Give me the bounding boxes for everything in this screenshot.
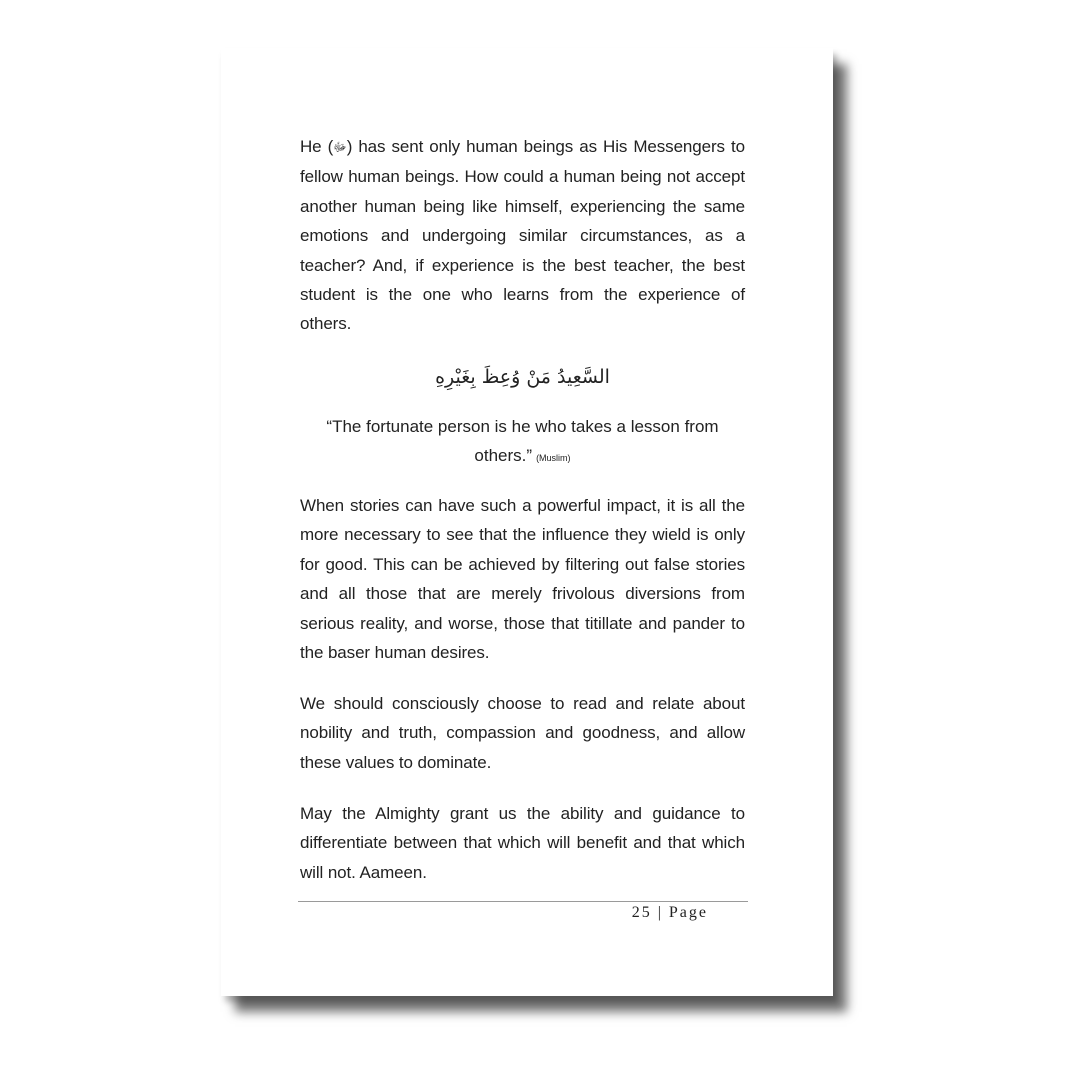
page-label: Page [668,904,708,921]
translation-text: “The fortunate person is he who takes a lesson from others.” [326,417,719,465]
translation-source: (Muslim) [536,453,571,463]
paragraph-4: May the Almighty grant us the ability and guidance to differentiate between that which will benefit and that which will not. Aameen. [300,804,745,882]
honorific-glyph: ﷻ [333,140,347,154]
paragraph-3: We should consciously choose to read and relate about nobility and truth, compassion and goodness, and allow these values to dominate. [300,694,745,772]
footer-divider [298,901,748,902]
paragraph-2: When stories can have such a powerful impact, it is all the more necessary to see that the influence they wield is only for good. This can be achieved by filtering out false stories and all those that are merely frivolous diversions from serious reality, and worse, those that titillate and pander to the baser human desires. [300,496,745,663]
arabic-quote: السَّعِيدُ مَنْ وُعِظَ بِغَيْرِهِ [435,366,610,388]
paragraph-1-start: He ( [300,137,334,156]
paragraph-1-rest: ) has sent only human beings as His Messengers to fellow human beings. How could a human being not accept another human being like himself, experiencing the same emotions and undergoing similar circumstances, as a teacher? And, if experience is the best teacher, the best student is the one who learns from the experience of others. [300,137,745,334]
page-number: 25 [631,904,652,921]
footer-separator: | [657,904,663,921]
page-footer [298,904,708,922]
translation-quote [300,412,745,473]
paragraph-1 [300,132,745,339]
book-page [221,48,833,996]
